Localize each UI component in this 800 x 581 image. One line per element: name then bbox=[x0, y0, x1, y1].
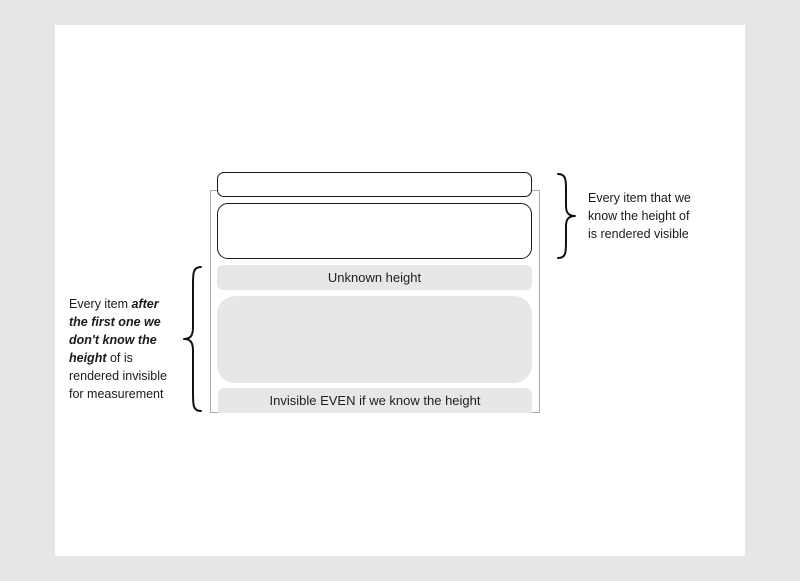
invisible-note-line-4 bbox=[69, 349, 194, 367]
invisible-note-text-after: of is bbox=[106, 351, 133, 365]
invisible-note-line-1 bbox=[69, 295, 194, 313]
invisible-note-line-6: for measurement bbox=[69, 387, 164, 401]
right-curly-brace bbox=[556, 172, 580, 260]
unknown-height-label: Unknown height bbox=[327, 270, 422, 285]
invisible-note-bold-1: after bbox=[131, 297, 159, 311]
invisible-known-height-item bbox=[218, 388, 532, 413]
invisible-item-large bbox=[217, 296, 532, 383]
visible-note-line-2: know the height of bbox=[588, 209, 690, 223]
visible-item-1 bbox=[217, 172, 532, 197]
invisible-note-line-3 bbox=[69, 331, 194, 349]
invisible-note-line-2 bbox=[69, 313, 194, 331]
invisible-note-bold-2: the first one we bbox=[69, 315, 161, 329]
visible-items-note bbox=[588, 189, 738, 243]
invisible-note-bold-4: height bbox=[69, 351, 107, 365]
visible-note-line-1: Every item that we bbox=[588, 191, 691, 205]
unknown-height-item bbox=[217, 265, 532, 290]
invisible-note-bold-3: don't know the bbox=[69, 333, 157, 347]
invisible-note-line-5: rendered invisible bbox=[69, 369, 167, 383]
visible-item-2 bbox=[217, 203, 532, 259]
invisible-items-note bbox=[69, 295, 194, 403]
invisible-known-height-label: Invisible EVEN if we know the height bbox=[269, 393, 481, 408]
invisible-note-text-start: Every item bbox=[69, 297, 132, 311]
visible-note-line-3: is rendered visible bbox=[588, 227, 689, 241]
